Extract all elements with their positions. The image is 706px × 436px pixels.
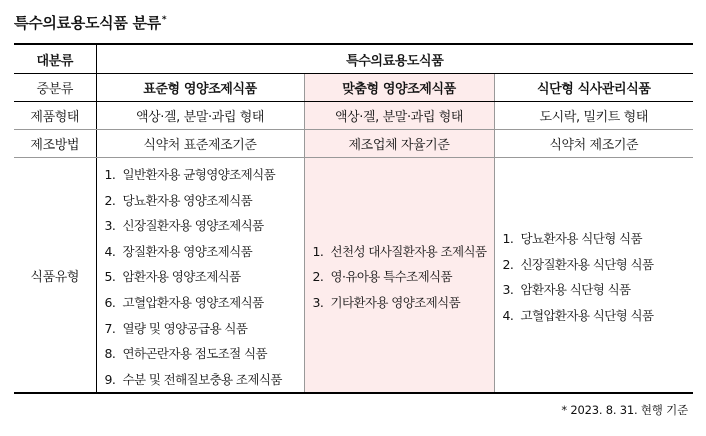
manufacturing-method-custom: 제조업체 자율기준 bbox=[304, 130, 494, 158]
list-item-number: 2. bbox=[312, 269, 324, 285]
product-form-standard: 액상·겔, 분말·과립 형태 bbox=[96, 102, 304, 130]
list-item-number: 4. bbox=[104, 243, 116, 259]
list-item-text: 신장질환자용 영양조제식품 bbox=[122, 218, 264, 234]
manufacturing-method-label: 제조방법 bbox=[14, 130, 96, 158]
list-item bbox=[105, 290, 304, 316]
list-item-number: 1. bbox=[104, 167, 116, 182]
list-item-number: 2. bbox=[502, 256, 514, 272]
list-item-text: 영·유아용 특수조제식품 bbox=[330, 269, 452, 285]
list-item-text: 열량 및 영양공급용 식품 bbox=[122, 320, 248, 336]
title-footnote-mark: * bbox=[161, 15, 167, 25]
middle-category-meal: 식단형 식사관리식품 bbox=[494, 74, 693, 102]
product-form-meal: 도시락, 밀키트 형태 bbox=[494, 102, 693, 130]
list-item bbox=[503, 252, 694, 278]
food-type-label: 식품유형 bbox=[14, 158, 96, 394]
manufacturing-method-standard: 식약처 표준제조기준 bbox=[96, 130, 304, 158]
product-form-custom: 액상·겔, 분말·과립 형태 bbox=[304, 102, 494, 130]
food-type-standard-cell bbox=[96, 158, 304, 394]
list-item-text: 암환자용 식단형 식품 bbox=[520, 282, 631, 298]
list-item bbox=[313, 290, 494, 316]
list-item-text: 당뇨환자용 영양조제식품 bbox=[122, 192, 253, 208]
list-item-number: 3. bbox=[104, 218, 116, 234]
list-item bbox=[503, 303, 694, 329]
list-item-text: 고혈압환자용 식단형 식품 bbox=[520, 307, 654, 323]
product-form-label: 제품형태 bbox=[14, 102, 96, 130]
list-item-number: 3. bbox=[502, 282, 514, 298]
list-item-text: 일반환자용 균형영양조제식품 bbox=[122, 167, 276, 182]
list-item bbox=[313, 264, 494, 290]
list-item-text: 신장질환자용 식단형 식품 bbox=[520, 256, 654, 272]
manufacturing-method-meal: 식약처 제조기준 bbox=[494, 130, 693, 158]
classification-table bbox=[14, 43, 693, 394]
list-item bbox=[313, 239, 494, 265]
major-category-label: 대분류 bbox=[14, 44, 96, 74]
list-item bbox=[503, 277, 694, 303]
food-type-meal-cell bbox=[494, 158, 693, 394]
list-item-text: 고혈압환자용 영양조제식품 bbox=[122, 294, 264, 310]
middle-category-row bbox=[14, 74, 693, 102]
list-item-number: 5. bbox=[104, 269, 116, 285]
list-item-text: 기타환자용 영양조제식품 bbox=[330, 294, 461, 310]
list-item bbox=[105, 341, 304, 367]
middle-category-label: 중분류 bbox=[14, 74, 96, 102]
list-item bbox=[105, 213, 304, 239]
list-item-text: 선천성 대사질환자용 조제식품 bbox=[330, 243, 487, 259]
footnote: * 2023. 8. 31. 현행 기준 bbox=[561, 403, 688, 417]
food-type-custom-cell bbox=[304, 158, 494, 394]
list-item-number: 1. bbox=[312, 243, 324, 259]
list-item bbox=[105, 162, 304, 188]
list-item-number: 3. bbox=[312, 294, 324, 310]
list-item-number: 1. bbox=[502, 230, 514, 246]
list-item-number: 2. bbox=[104, 192, 116, 208]
list-item-text: 당뇨환자용 식단형 식품 bbox=[520, 230, 642, 246]
list-item bbox=[105, 264, 304, 290]
list-item bbox=[105, 239, 304, 265]
list-item bbox=[503, 226, 694, 252]
list-item-text: 장질환자용 영양조제식품 bbox=[122, 243, 253, 259]
page-title bbox=[14, 12, 166, 33]
food-type-custom-list bbox=[305, 235, 494, 316]
page-title-text: 특수의료용도식품 분류 bbox=[14, 14, 161, 32]
list-item-number: 8. bbox=[104, 346, 116, 362]
list-item-text: 암환자용 영양조제식품 bbox=[122, 269, 241, 285]
list-item bbox=[105, 367, 304, 393]
major-category-row bbox=[14, 44, 693, 74]
list-item-text: 연하곤란자용 점도조절 식품 bbox=[122, 346, 267, 362]
major-category-value: 특수의료용도식품 bbox=[96, 44, 693, 74]
list-item-text: 수분 및 전해질보충용 조제식품 bbox=[122, 371, 282, 387]
list-item-number: 4. bbox=[502, 307, 514, 323]
product-form-row bbox=[14, 102, 693, 130]
list-item bbox=[105, 316, 304, 342]
food-type-standard-list bbox=[97, 158, 304, 392]
middle-category-custom: 맞춤형 영양조제식품 bbox=[304, 74, 494, 102]
list-item-number: 7. bbox=[104, 320, 116, 336]
manufacturing-method-row bbox=[14, 130, 693, 158]
list-item-number: 6. bbox=[104, 294, 116, 310]
list-item-number: 9. bbox=[104, 371, 116, 387]
food-type-row bbox=[14, 158, 693, 394]
list-item bbox=[105, 188, 304, 214]
food-type-meal-list bbox=[495, 222, 694, 328]
middle-category-standard: 표준형 영양조제식품 bbox=[96, 74, 304, 102]
